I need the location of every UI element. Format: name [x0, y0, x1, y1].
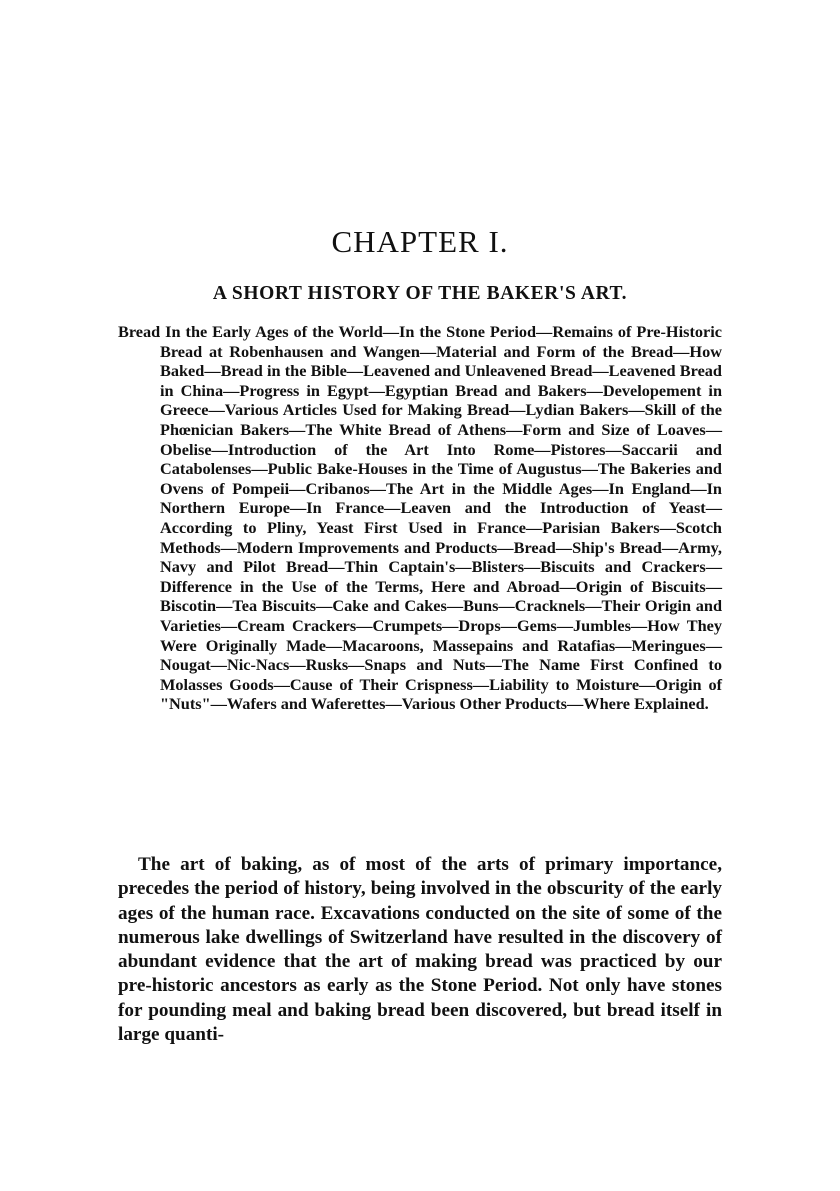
- book-page: [118, 0, 722, 1191]
- chapter-subtitle: A SHORT HISTORY OF THE BAKER'S ART.: [212, 283, 628, 304]
- body-paragraph: The art of baking, as of most of the arts of primary importance, precedes the period of history, being involved in the obscurity of the early ages of the human race. Excavations conducted on the site of some of the numerous lake dwellings of Switzerland have resulted in the discovery of abundant evidence that the art of making bread was practiced by our pre-historic ancestors as early as the Stone Period. Not only have stones for pounding meal and baking bread been discovered, but bread itself in large quanti-: [118, 854, 722, 1046]
- chapter-synopsis: Bread In the Early Ages of the World—In the Stone Period—Remains of Pre-Historic Bread at Robenhausen and Wangen—Material and Form of the Bread—How Baked—Bread in the Bible—Leavened and Unleavened Bread—Leavened Bread in China—Progress in Egypt—Egyptian Bread and Bakers—Developement in Greece—Various Articles Used for Making Bread—Lydian Bakers—Skill of the Phœnician Bakers—The White Bread of Athens—Form and Size of Loaves—Obelise—Introduction of the Art Into Rome—Pistores—Saccarii and Catabolenses—Public Bake-Houses in the Time of Augustus—The Bakeries and Ovens of Pompeii—Cribanos—The Art in the Middle Ages—In England—In Northern Europe—In France—Leaven and the Introduction of Yeast—According to Pliny, Yeast First Used in France—Parisian Bakers—Scotch Methods—Modern Improvements and Products—Bread—Ship's Bread—Army, Navy and Pilot Bread—Thin Captain's—Blisters—Biscuits and Crackers—Difference in the Use of the Terms, Here and Abroad—Origin of Biscuits—Biscotin—Tea Biscuits—Cake and Cakes—Buns—Cracknels—Their Origin and Varieties—Cream Crackers—Crumpets—Drops—Gems—Jumbles—How They Were Originally Made—Macaroons, Massepains and Ratafias—Meringues—Nougat—Nic-Nacs—Rusks—Snaps and Nuts—The Name First Confined to Molasses Goods—Cause of Their Crispness—Liability to Moisture—Origin of "Nuts"—Wafers and Waferettes—Various Other Products—Where Explained.: [118, 322, 722, 714]
- chapter-title: CHAPTER I.: [331, 224, 509, 259]
